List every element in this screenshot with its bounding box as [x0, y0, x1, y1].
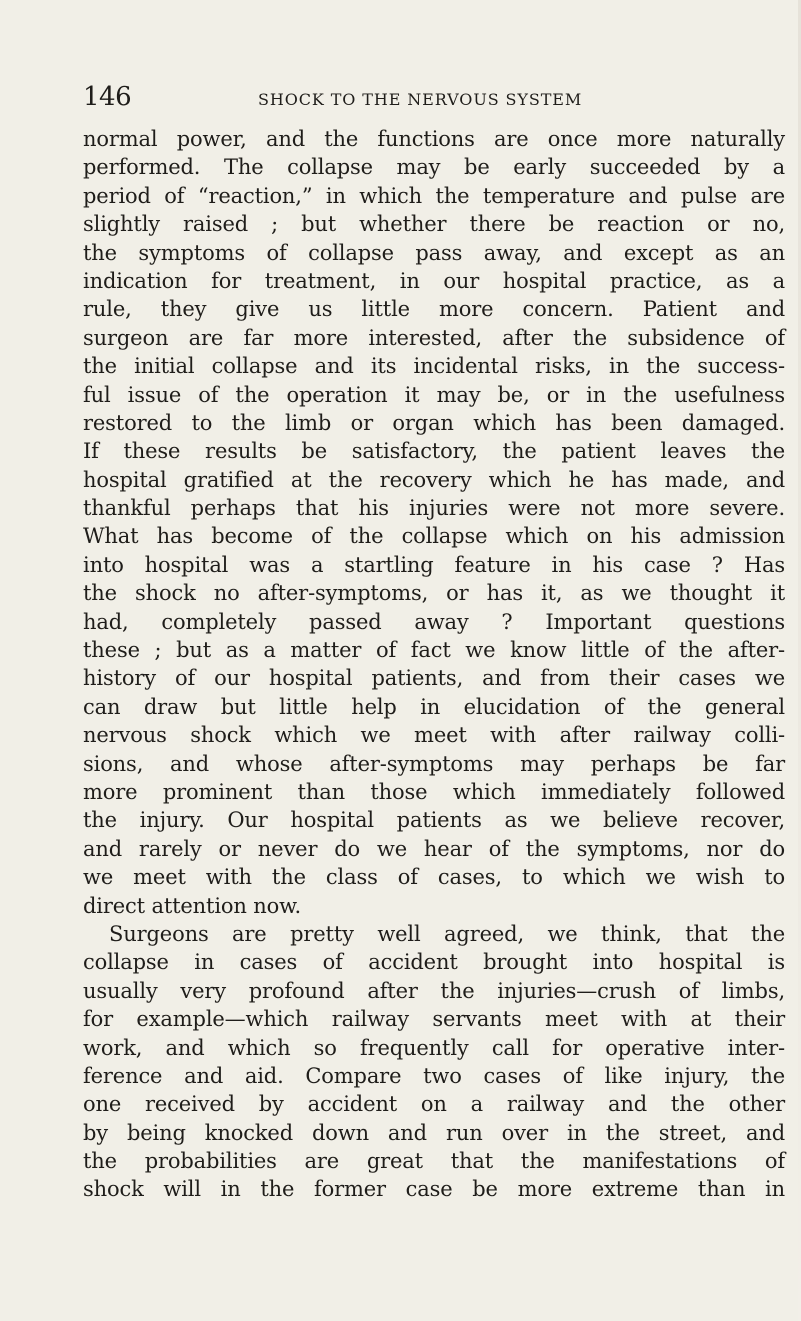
text-line: thankful perhaps that his injuries were not more severe.: [83, 496, 785, 521]
text-line: shock will in the former case be more extreme than in: [83, 1177, 785, 1202]
paragraph-end-line: direct attention now.: [83, 893, 302, 918]
body-text: [83, 125, 785, 1204]
text-line: period of “reaction,” in which the temperature and pulse are: [83, 183, 785, 208]
text-line: performed. The collapse may be early succeeded by a: [83, 155, 785, 180]
text-line: into hospital was a startling feature in his case ? Has: [83, 552, 785, 577]
text-line: surgeon are far more interested, after the subsidence of: [83, 325, 785, 350]
text-line: history of our hospital patients, and from their cases we: [83, 666, 785, 691]
text-line: ference and aid. Compare two cases of like injury, the: [83, 1063, 785, 1088]
text-line: we meet with the class of cases, to which we wish to: [83, 865, 785, 890]
text-line: normal power, and the functions are once more naturally: [83, 127, 785, 151]
text-line: and rarely or never do we hear of the symptoms, nor do: [83, 836, 785, 861]
text-line: can draw but little help in elucidation of the general: [83, 694, 785, 719]
text-line: more prominent than those which immediately followed: [83, 779, 785, 804]
text-line: the initial collapse and its incidental risks, in the success-: [83, 354, 785, 379]
text-line: sions, and whose after-symptoms may perhaps be far: [83, 751, 785, 776]
text-line: nervous shock which we meet with after railway colli-: [83, 723, 785, 748]
text-line: ful issue of the operation it may be, or in the usefulness: [83, 382, 785, 407]
text-line: one received by accident on a railway and the other: [83, 1092, 785, 1117]
text-line: slightly raised ; but whether there be reaction or no,: [83, 212, 785, 237]
text-line: restored to the limb or organ which has been damaged.: [83, 410, 785, 435]
text-line: the probabilities are great that the manifestations of: [83, 1149, 785, 1174]
text-line: rule, they give us little more concern. Patient and: [83, 297, 785, 322]
text-line: If these results be satisfactory, the patient leaves the: [83, 439, 785, 464]
text-line: by being knocked down and run over in the street, and: [83, 1120, 785, 1145]
text-line: the symptoms of collapse pass away, and except as an: [83, 240, 785, 265]
text-line: the injury. Our hospital patients as we believe recover,: [83, 808, 785, 833]
text-line: work, and which so frequently call for operative inter-: [83, 1035, 785, 1060]
text-line: the shock no after-symptoms, or has it, as we thought it: [83, 581, 785, 606]
running-title: SHOCK TO THE NERVOUS SYSTEM: [258, 90, 583, 109]
text-line: indication for treatment, in our hospital practice, as a: [83, 268, 785, 293]
text-line: usually very profound after the injuries—crush of limbs,: [83, 978, 785, 1003]
text-line: What has become of the collapse which on his admission: [83, 524, 785, 549]
text-line: for example—which railway servants meet with at their: [83, 1007, 785, 1032]
text-line: hospital gratified at the recovery which he has made, and: [83, 467, 785, 492]
page-header: [0, 82, 801, 122]
text-line: collapse in cases of accident brought into hospital is: [83, 950, 785, 975]
paragraph-start-line: Surgeons are pretty well agreed, we think, that the: [109, 921, 785, 946]
text-line: had, completely passed away ? Important questions: [83, 609, 785, 634]
page-number: 146: [83, 82, 132, 112]
text-line: these ; but as a matter of fact we know little of the after-: [83, 638, 785, 663]
